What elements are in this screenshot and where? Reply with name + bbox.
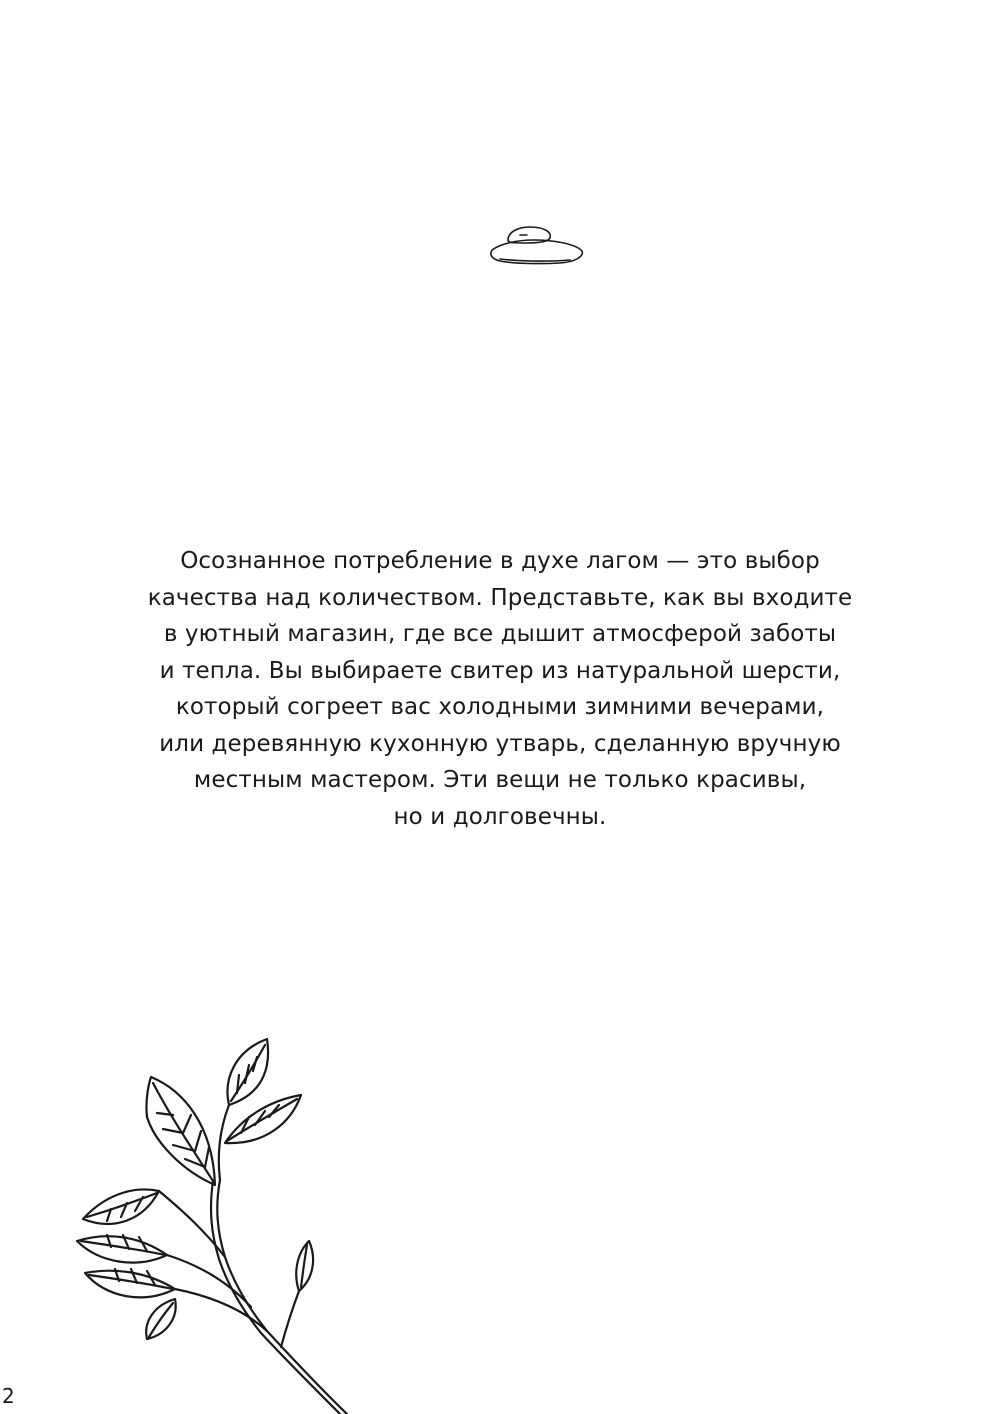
- paragraph-line: качества над количеством. Представьте, как вы входите: [147, 584, 853, 611]
- body-paragraph: [120, 543, 880, 835]
- paragraph-line: который согреет вас холодными зимними вечерами,: [175, 694, 825, 720]
- paragraph-line: или деревянную кухонную утварь, сделанную вручную: [159, 730, 841, 757]
- paragraph-line: Осознанное потребление в духе лагом — это выбор: [180, 548, 820, 574]
- page-number: 2: [2, 1384, 15, 1408]
- paragraph-line: и тепла. Вы выбираете свитер из натуральной шерсти,: [159, 657, 841, 684]
- paragraph-line: местным мастером. Эти вещи не только красивы,: [193, 767, 807, 793]
- paragraph-line: но и долговечны.: [393, 803, 607, 830]
- leafy-branch-icon: [55, 1035, 365, 1414]
- balanced-stones-icon: [486, 220, 586, 270]
- paragraph-line: в уютный магазин, где все дышит атмосферой заботы: [163, 621, 837, 647]
